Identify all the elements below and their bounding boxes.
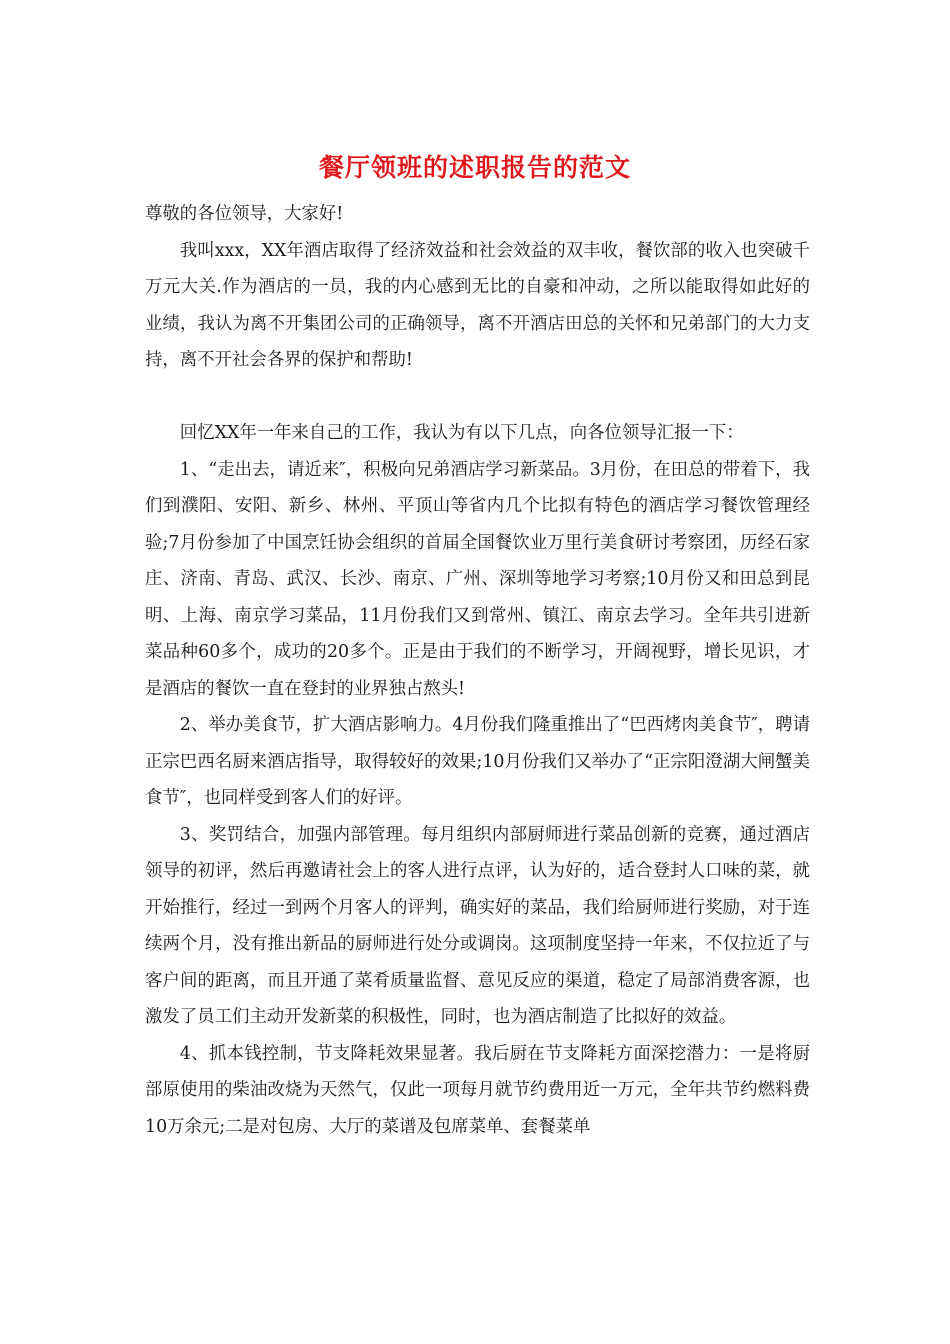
paragraph-gap [145,379,810,416]
paragraph-point-1: 1、“走出去，请近来″，积极向兄弟酒店学习新菜品。3月份，在田总的带着下，我们到濮阳、安阳、新乡、林州、平顶山等省内几个比拟有特色的酒店学习餐饮管理经验;7月份参加了中国烹饪协会组织的首届全国餐饮业万里行美食研讨考察团，历经石家庄、济南、青岛、武汉、长沙、南京、广州、深圳等地学习考察;10月份又和田总到昆明、上海、南京学习菜品，11月份我们又到常州、镇江、南京去学习。全年共引进新菜品种60多个，成功的20多个。正是由于我们的不断学习，开阔视野，增长见识，才是酒店的餐饮一直在登封的业界独占熬头! [145,459,810,699]
paragraph-point-4: 4、抓本钱控制，节支降耗效果显著。我后厨在节支降耗方面深挖潜力：一是将厨部原使用的柴油改烧为天然气，仅此一项每月就节约费用近一万元，全年共节约燃料费10万余元;二是对包房、大厅的菜谱及包席菜单、套餐菜单 [145,1043,810,1137]
paragraph-intro: 我叫xxx，XX年酒店取得了经济效益和社会效益的双丰收，餐饮部的收入也突破千万元大关.作为酒店的一员，我的内心感到无比的自豪和冲动，之所以能取得如此好的业绩，我认为离不开集团公司的正确领导，离不开酒店田总的关怀和兄弟部门的大力支持，离不开社会各界的保护和帮助! [145,240,810,370]
paragraph-point-2: 2、举办美食节，扩大酒店影响力。4月份我们隆重推出了“巴西烤肉美食节″，聘请正宗巴西名厨来酒店指导，取得较好的效果;10月份我们又举办了“正宗阳澄湖大闸蟹美食节″，也同样受到客人们的好评。 [145,715,810,808]
greeting: 尊敬的各位领导，大家好! [145,204,344,224]
document-body [145,196,810,1145]
document-title: 餐厅领班的述职报告的范文 [318,153,631,182]
paragraph-review: 回忆XX年一年来自己的工作，我认为有以下几点，向各位领导汇报一下： [179,423,744,443]
paragraph-point-3: 3、奖罚结合，加强内部管理。每月组织内部厨师进行菜品创新的竞赛，通过酒店领导的初评，然后再邀请社会上的客人进行点评，认为好的，适合登封人口味的菜，就开始推行，经过一到两个月客人的评判，确实好的菜品，我们给厨师进行奖励，对于连续两个月，没有推出新品的厨师进行处分或调岗。这项制度坚持一年来，不仅拉近了与客户间的距离，而且开通了菜肴质量监督、意见反应的渠道，稳定了局部消费客源，也激发了员工们主动开发新菜的积极性，同时，也为酒店制造了比拟好的效益。 [145,824,810,1027]
